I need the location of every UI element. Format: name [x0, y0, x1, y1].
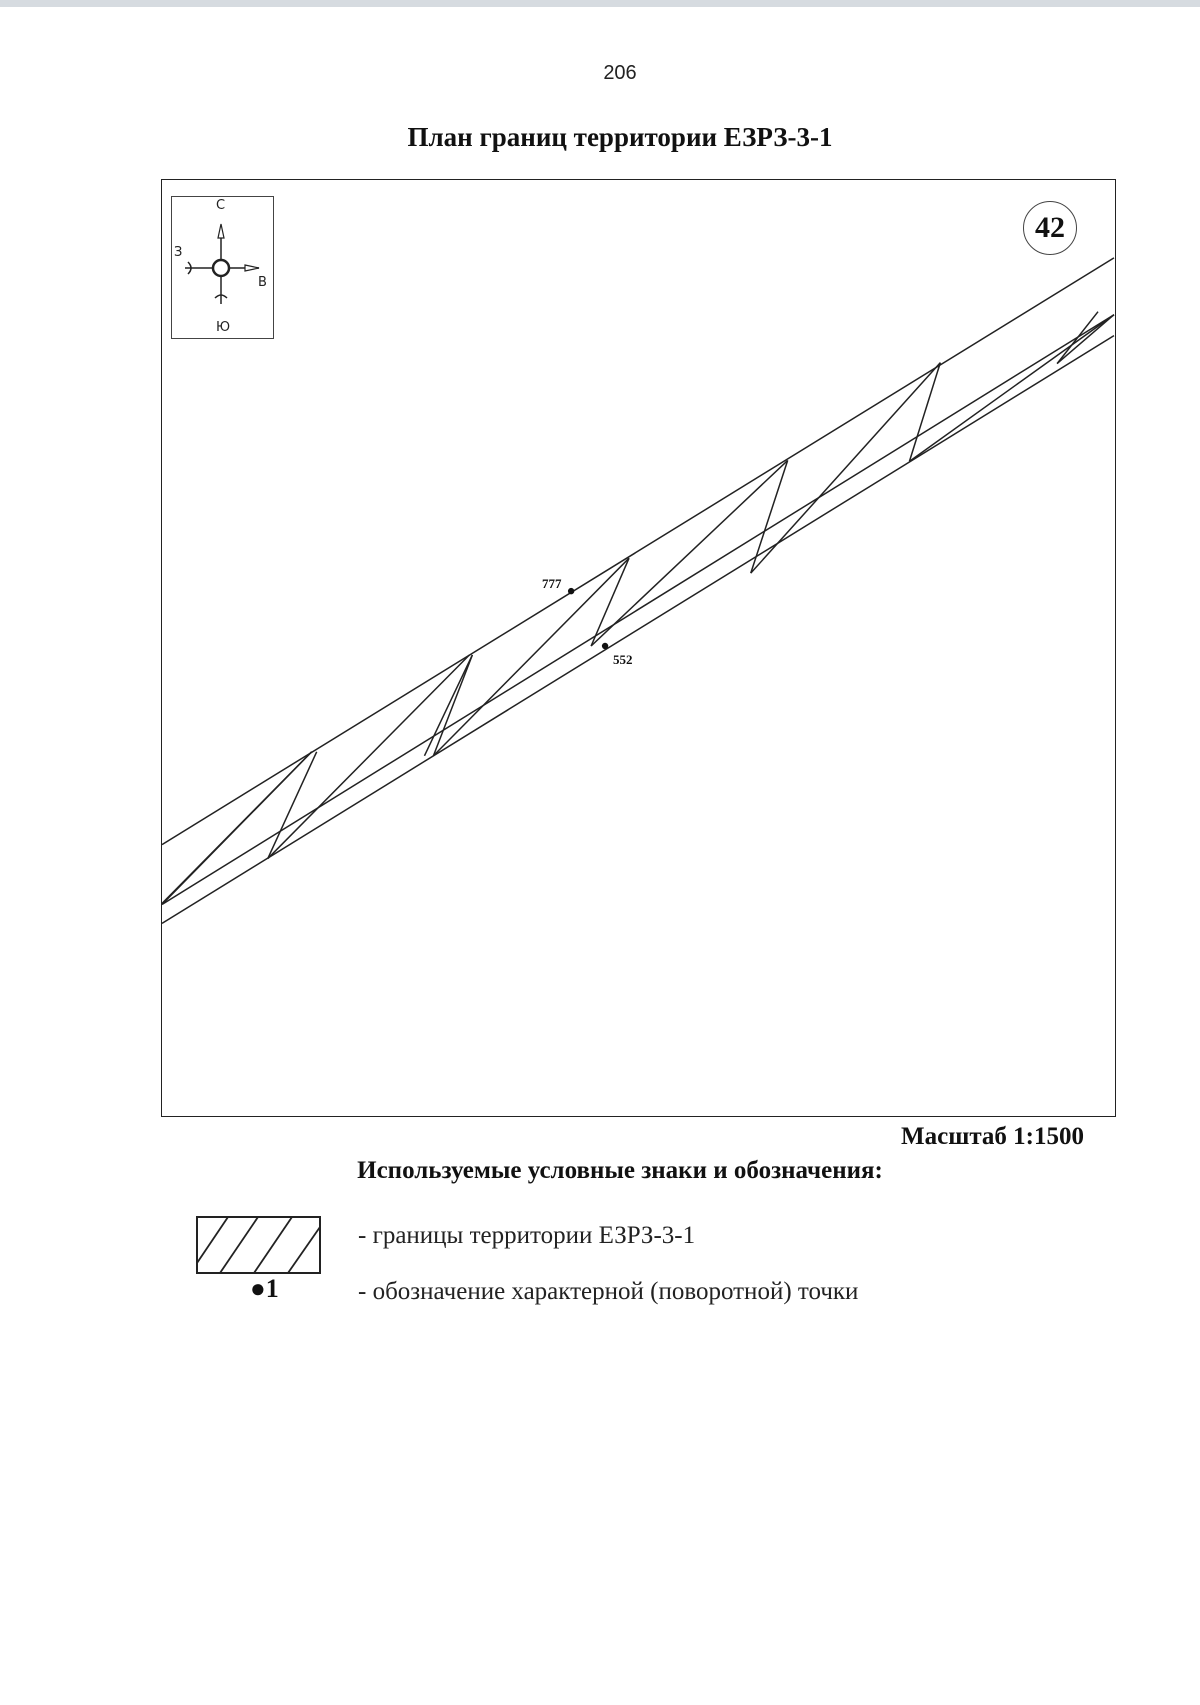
- territory-boundary-lower: [162, 336, 1114, 924]
- point-label-777: 777: [542, 576, 562, 591]
- compass-south-label: Ю: [216, 320, 231, 335]
- legend-item-boundary: - границы территории ЕЗРЗ-3-1: [358, 1222, 696, 1249]
- boundary-hatching: [163, 312, 1098, 904]
- territory-boundary-inner: [162, 315, 1114, 905]
- map-frame: [161, 179, 1116, 1117]
- point-label-552: 552: [613, 652, 633, 667]
- sheet-number-badge: [1023, 201, 1077, 255]
- compass-icon: [171, 196, 275, 340]
- compass-east-label: В: [258, 275, 267, 290]
- compass-rose: [171, 196, 275, 340]
- point-marker-icon: ●: [250, 1274, 266, 1303]
- legend-boundary-symbol: [196, 1216, 321, 1274]
- legend-title: Используемые условные знаки и обозначения:: [357, 1157, 883, 1184]
- territory-boundary-upper: [162, 258, 1114, 845]
- map-drawing: [162, 180, 1115, 1116]
- plan-title: План границ территории ЕЗРЗ-3-1: [407, 122, 833, 152]
- hatched-boundary-icon: [196, 1216, 321, 1274]
- legend-item-point: - обозначение характерной (поворотной) точки: [358, 1278, 859, 1305]
- scan-top-edge: [0, 0, 1200, 7]
- compass-north-label: С: [216, 198, 226, 213]
- page-number: 206: [603, 62, 637, 84]
- legend-point-number: 1: [265, 1274, 279, 1303]
- point-552-marker: [602, 643, 608, 649]
- legend-point-symbol: [250, 1274, 279, 1304]
- compass-west-label: З: [174, 245, 183, 260]
- scale-label: Масштаб 1:1500: [901, 1123, 1084, 1150]
- sheet-number: 42: [1035, 211, 1065, 244]
- point-777-marker: [568, 588, 574, 594]
